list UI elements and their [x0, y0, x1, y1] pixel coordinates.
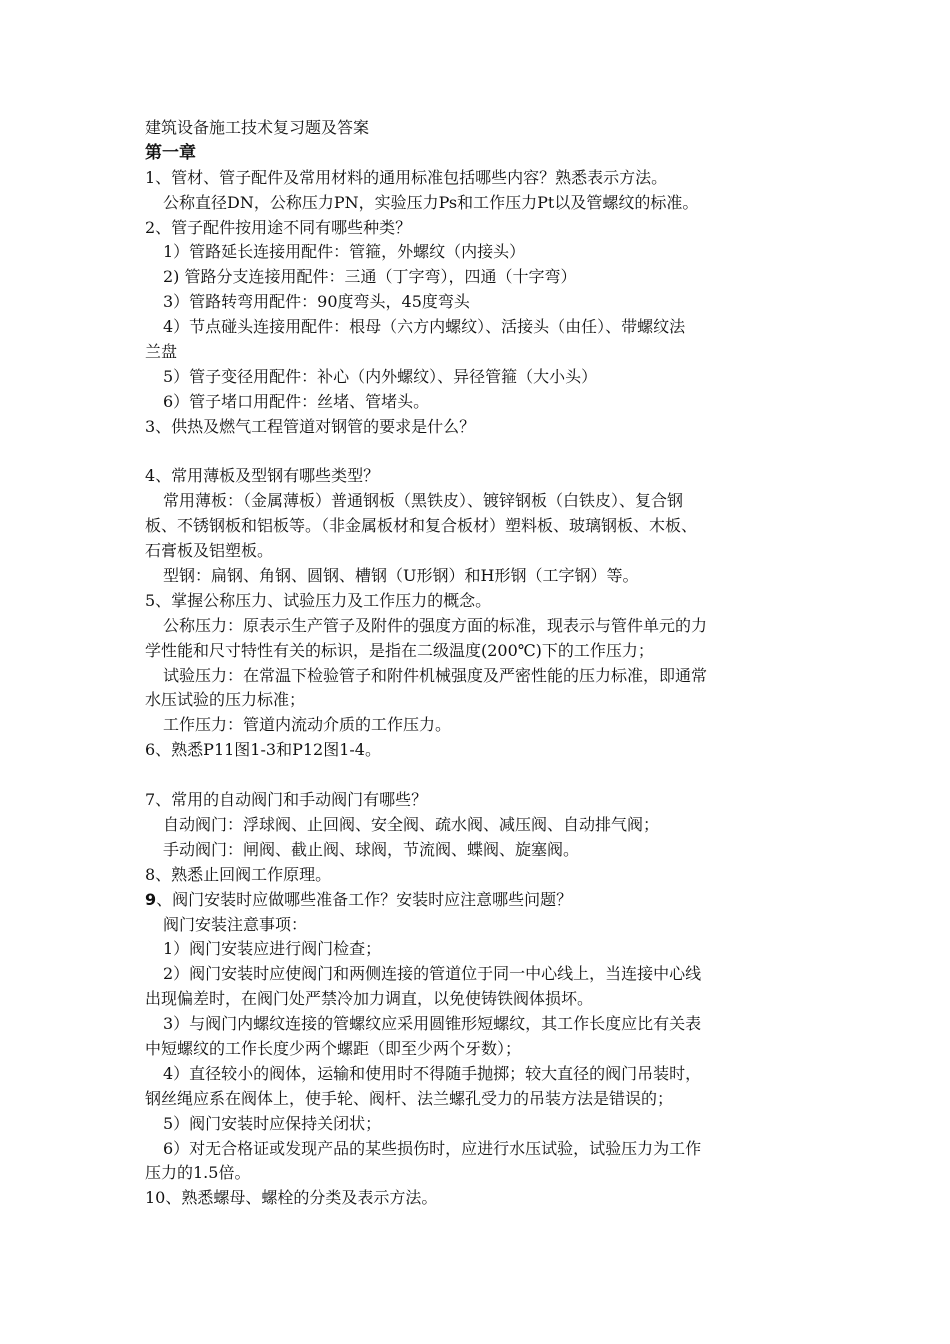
text-line: 7、常用的自动阀门和手动阀门有哪些？ — [145, 790, 428, 810]
text-line: 1）阀门安装应进行阀门检查； — [163, 939, 382, 959]
text-line: 试验压力：在常温下检验管子和附件机械强度及严密性能的压力标准，即通常 — [163, 665, 708, 685]
text-line: 2、管子配件按用途不同有哪些种类？ — [145, 217, 412, 237]
text-line: 手动阀门：闸阀、截止阀、球阀，节流阀、蝶阀、旋塞阀。 — [163, 839, 580, 859]
text-line: 1）管路延长连接用配件：管箍，外螺纹（内接头） — [163, 242, 526, 262]
text-line: 3）与阀门内螺纹连接的管螺纹应采用圆锥形短螺纹，其工作长度应比有关表 — [163, 1014, 702, 1034]
text-line: 板、不锈钢板和铝板等。（非金属板材和复合板材）塑料板、玻璃钢板、木板、 — [145, 516, 698, 536]
text-line: 学性能和尺寸特性有关的标识，是指在二级温度(200℃)下的工作压力； — [145, 640, 654, 660]
chapter-heading: 第一章 — [145, 142, 196, 163]
document-lines — [145, 166, 810, 1211]
text-line: 6）对无合格证或发现产品的某些损伤时，应进行水压试验，试验压力为工作 — [163, 1138, 702, 1158]
text-line: 6、熟悉P11图1-3和P12图1-4。 — [145, 740, 381, 760]
text-line: 4、常用薄板及型钢有哪些类型？ — [145, 466, 380, 486]
text-line: 自动阀门：浮球阀、止回阀、安全阀、疏水阀、减压阀、自动排气阀； — [163, 814, 660, 834]
text-line: 3、供热及燃气工程管道对钢管的要求是什么？ — [145, 416, 476, 436]
document-title: 建筑设备施工技术复习题及答案 — [145, 118, 370, 137]
blank-line — [145, 763, 810, 788]
text-line: 工作压力：管道内流动介质的工作压力。 — [163, 715, 452, 735]
blank-line — [145, 440, 810, 465]
text-line: 钢丝绳应系在阀体上，使手轮、阀杆、法兰螺孔受力的吊装方法是错误的； — [145, 1088, 674, 1108]
text-line — [145, 888, 810, 913]
text-line: 1、管材、管子配件及常用材料的通用标准包括哪些内容？熟悉表示方法。 — [145, 167, 668, 187]
text-line: 出现偏差时，在阀门处严禁冷加力调直，以免使铸铁阀体损坏。 — [145, 989, 594, 1009]
text-line: 8、熟悉止回阀工作原理。 — [145, 864, 332, 884]
text-line: 10、熟悉螺母、螺栓的分类及表示方法。 — [145, 1188, 438, 1208]
text-line: 5）阀门安装时应保持关闭状； — [163, 1113, 382, 1133]
text-line: 2) 管路分支连接用配件：三通（丁字弯），四通（十字弯） — [163, 267, 577, 287]
text-line: 4）直径较小的阀体，运输和使用时不得随手抛掷；较大直径的阀门吊装时， — [163, 1063, 702, 1083]
text-line: 型钢：扁钢、角钢、圆钢、槽钢（U形钢）和H形钢（工字钢）等。 — [163, 566, 639, 586]
text-line: 2）阀门安装时应使阀门和两侧连接的管道位于同一中心线上，当连接中心线 — [163, 964, 702, 984]
document-body — [145, 116, 810, 1211]
text-line: 水压试验的压力标准； — [145, 690, 306, 710]
text-line: 石膏板及铝塑板。 — [145, 541, 274, 561]
text-line: 中短螺纹的工作长度少两个螺距（即至少两个牙数）； — [145, 1038, 522, 1058]
text-line: 5）管子变径用配件：补心（内外螺纹）、异径管箍（大小头） — [163, 366, 598, 386]
text-line: 3）管路转弯用配件：90度弯头，45度弯头 — [163, 292, 470, 312]
text-line: 5、掌握公称压力、试验压力及工作压力的概念。 — [145, 590, 492, 610]
question-text: 、阀门安装时应做哪些准备工作？安装时应注意哪些问题？ — [156, 889, 573, 909]
text-line: 公称直径DN，公称压力PN，实验压力Ps和工作压力Pt以及管螺纹的标准。 — [163, 192, 699, 212]
text-line: 兰盘 — [145, 342, 178, 362]
text-line: 公称压力：原表示生产管子及附件的强度方面的标准，现表示与管件单元的力 — [163, 615, 708, 635]
text-line: 阀门安装注意事项： — [163, 914, 308, 934]
text-line: 4）节点碰头连接用配件：根母（六方内螺纹）、活接头（由任）、带螺纹法 — [163, 317, 686, 337]
text-line: 6）管子堵口用配件：丝堵、管堵头。 — [163, 391, 430, 411]
text-line: 压力的1.5倍。 — [145, 1163, 251, 1183]
question-number: 9 — [145, 889, 157, 909]
text-line: 常用薄板：（金属薄板）普通钢板（黑铁皮）、镀锌钢板（白铁皮）、复合钢 — [163, 491, 684, 511]
